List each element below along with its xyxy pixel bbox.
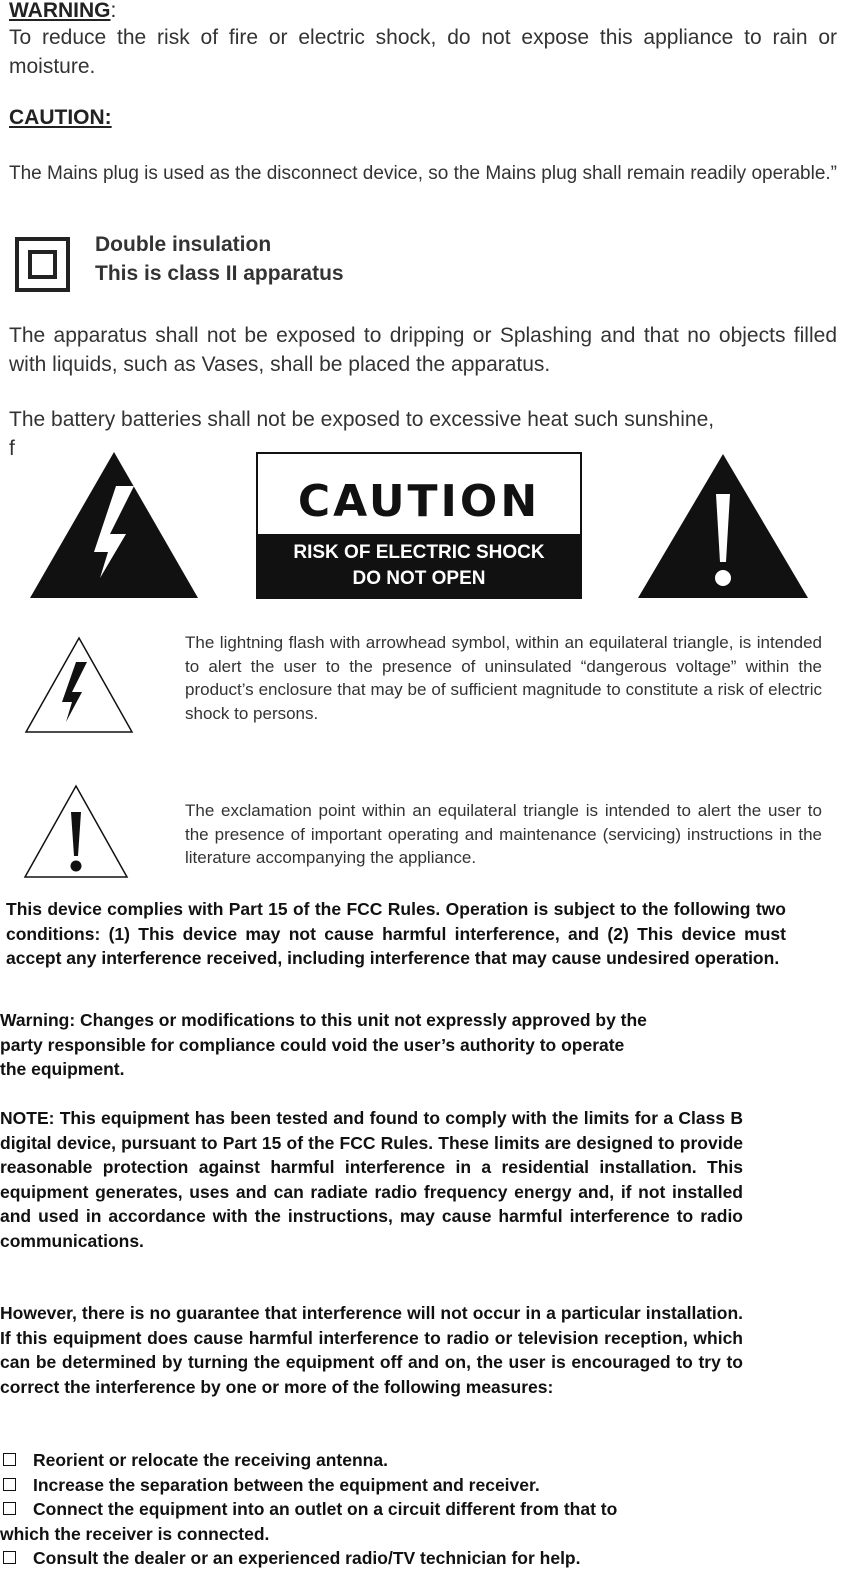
exclamation-symbol-description: The exclamation point within an equilateral triangle is intended to alert the user to the presence of important operating and maintenance (servicing) instructions in the literature accompanying the appliance. <box>185 801 822 868</box>
fcc-changes-line2: party responsible for compliance could void the user’s authority to operate <box>0 1034 625 1055</box>
liquids-warning: The apparatus shall not be exposed to dripping or Splashing and that no objects filled with liquids, such as Vases, shall be placed the apparatus. <box>9 324 837 376</box>
caution-label-band <box>258 534 580 597</box>
caution-label <box>256 452 582 599</box>
double-insulation-text <box>95 230 344 288</box>
exclamation-triangle-icon <box>638 454 808 598</box>
measure-text: Connect the equipment into an outlet on a circuit different from that to <box>33 1499 618 1519</box>
lightning-triangle-icon <box>30 452 198 598</box>
caution-label-line2: DO NOT OPEN <box>352 568 486 589</box>
warning-body: To reduce the risk of fire or electric shock, do not expose this appliance to rain or moisture. <box>9 26 837 78</box>
warning-heading <box>9 0 116 25</box>
checkbox-icon <box>3 1478 16 1491</box>
measure-text: Increase the separation between the equipment and receiver. <box>33 1474 540 1495</box>
warning-heading-colon: : <box>110 0 117 22</box>
fcc-however: However, there is no guarantee that interference will not occur in a particular installation. If this equipment does cause harmful interference to radio or television reception, which can be determined by turning the equipment off and on, the user is encouraged to try to correct the interference by one or more of the following measures: <box>0 1303 743 1397</box>
measures-list <box>0 1448 760 1571</box>
measure-item <box>0 1546 760 1571</box>
fcc-compliance-statement: This device complies with Part 15 of the FCC Rules. Operation is subject to the following two conditions: (1) This device may not cause harmful interference, and (2) This device must accept any interference received, including interference that may cause undesired operation. <box>6 899 786 968</box>
warning-heading-text: WARNING <box>9 0 111 22</box>
measure-text: Consult the dealer or an experienced radio/TV technician for help. <box>33 1548 581 1568</box>
double-insulation-line1: Double insulation <box>95 233 272 256</box>
caution-body: The Mains plug is used as the disconnect device, so the Mains plug shall remain readily operable.” <box>9 163 838 184</box>
caution-label-title: CAUTION <box>297 476 541 527</box>
measure-item <box>0 1473 760 1498</box>
exclamation-triangle-small-icon <box>23 784 129 879</box>
double-insulation-line2: This is class II apparatus <box>95 262 344 285</box>
measure-text: Reorient or relocate the receiving antenna. <box>33 1450 388 1470</box>
caution-label-line1: RISK OF ELECTRIC SHOCK <box>293 542 545 563</box>
measure-text-continuation: which the receiver is connected. <box>0 1523 270 1544</box>
checkbox-icon <box>3 1502 16 1515</box>
checkbox-icon <box>3 1453 16 1466</box>
checkbox-icon <box>3 1551 16 1564</box>
double-insulation-icon <box>15 237 70 292</box>
fcc-changes-line3: the equipment. <box>0 1059 125 1079</box>
battery-warning-cutoff: f <box>9 437 15 456</box>
lightning-triangle-small-icon <box>24 636 134 734</box>
fcc-note: NOTE: This equipment has been tested and found to comply with the limits for a Class B digital device, pursuant to Part 15 of the FCC Rules. These limits are designed to provide reasonable protection against harmful interference in a residential installation. This equipment generates, uses and can radiate radio frequency energy and, if not installed and used in accordance with the instructions, may cause harmful interference to radio communications. <box>0 1108 743 1251</box>
lightning-symbol-description: The lightning flash with arrowhead symbol, within an equilateral triangle, is intended to alert the user to the presence of uninsulated “dangerous voltage” within the product’s enclosure that may be of sufficient magnitude to constitute a risk of electric shock to persons. <box>185 633 822 724</box>
fcc-changes-line1: Warning: Changes or modifications to this unit not expressly approved by the <box>0 1010 647 1030</box>
fcc-changes-warning <box>0 1008 743 1082</box>
caution-heading: CAUTION: <box>9 106 112 129</box>
measure-item <box>0 1448 760 1473</box>
battery-warning: The battery batteries shall not be exposed to excessive heat such sunshine, <box>9 408 715 431</box>
measure-item <box>0 1497 760 1522</box>
